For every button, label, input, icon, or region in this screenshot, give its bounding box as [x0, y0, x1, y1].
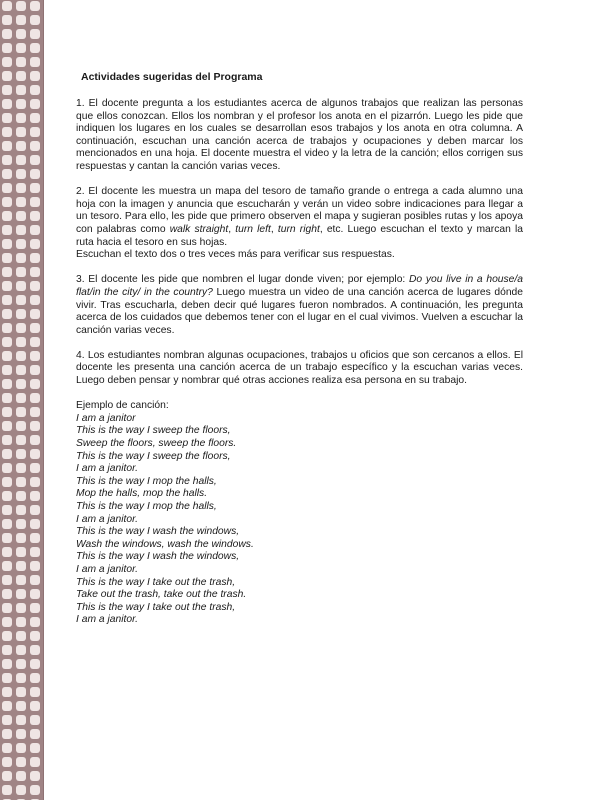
border-tile [16, 393, 26, 403]
song-line: I am a janitor. [76, 513, 138, 525]
border-tile [30, 575, 40, 585]
border-tile [2, 337, 12, 347]
example-question: Do you live in a house/a flat/in the city/ in the country? [76, 274, 523, 298]
border-tile [30, 365, 40, 375]
border-tile [30, 197, 40, 207]
border-tile [16, 603, 26, 613]
border-tile [30, 141, 40, 151]
border-tile [30, 491, 40, 501]
border-tile [2, 617, 12, 627]
border-tile [30, 29, 40, 39]
activity-3-text: 3. El docente les pide que nombren el lugar donde viven; por ejemplo: [76, 274, 409, 286]
border-tile [16, 631, 26, 641]
song-line: I am a janitor. [76, 614, 138, 626]
border-tile [16, 99, 26, 109]
border-tile [16, 197, 26, 207]
border-tile [30, 407, 40, 417]
border-tile [16, 757, 26, 767]
border-tile [2, 491, 12, 501]
border-tile [2, 687, 12, 697]
border-tile [2, 379, 12, 389]
activity-4: 4. Los estudiantes nombran algunas ocupaciones, trabajos u oficios que son cercanos a ellos. El docente les presenta una canción acerca de un trabajo específico y la escuchan varias veces. Luego deben pensar y nombrar qué otras acciones realiza esa persona en su trabajo. [76, 349, 523, 387]
border-tile [16, 323, 26, 333]
border-tile [16, 309, 26, 319]
song-line: This is the way I mop the halls, [76, 475, 217, 487]
song-line: This is the way I wash the windows, [76, 526, 240, 538]
song-line: This is the way I take out the trash, [76, 601, 236, 613]
border-tile [2, 435, 12, 445]
border-tile [16, 701, 26, 711]
activity-2-text: 2. El docente les muestra un mapa del tesoro de tamaño grande o entrega a cada alumno una hoja con la imagen y anuncia que escucharán y verán un video sobre indicaciones para llegar a un tesoro. Para ello, les pide que primero observen el mapa y sugieran posibles rutas y los apoya con palabras como [76, 186, 523, 235]
border-edge-line [43, 0, 44, 800]
border-tile [2, 561, 12, 571]
border-tile [30, 323, 40, 333]
border-tile [2, 211, 12, 221]
border-tile [2, 547, 12, 557]
border-tile [16, 771, 26, 781]
document-title: Actividades sugeridas del Programa [81, 71, 263, 83]
border-tile [30, 659, 40, 669]
border-tile [30, 351, 40, 361]
border-tile [30, 463, 40, 473]
border-tile [30, 435, 40, 445]
border-tile [16, 435, 26, 445]
border-tile [2, 99, 12, 109]
border-tile [2, 323, 12, 333]
border-tile [2, 281, 12, 291]
border-tile [16, 421, 26, 431]
border-tile [16, 407, 26, 417]
border-tile [16, 183, 26, 193]
activity-2-followup: Escuchan el texto dos o tres veces más para verificar sus respuestas. [76, 249, 395, 261]
song-line: This is the way I wash the windows, [76, 551, 240, 563]
border-tile [2, 533, 12, 543]
border-tile [2, 225, 12, 235]
border-tile [2, 407, 12, 417]
border-tile [30, 589, 40, 599]
border-tile [16, 113, 26, 123]
border-tile [30, 645, 40, 655]
border-tile [2, 29, 12, 39]
border-tile [16, 239, 26, 249]
border-tile [16, 337, 26, 347]
border-tile [2, 71, 12, 81]
border-tile [30, 379, 40, 389]
decorative-left-border [0, 0, 44, 800]
song-line: I am a janitor. [76, 563, 138, 575]
border-tile [2, 295, 12, 305]
border-tile [2, 309, 12, 319]
border-tile [30, 477, 40, 487]
song-line: Sweep the floors, sweep the floors. [76, 438, 237, 450]
border-tile [16, 533, 26, 543]
border-tile [2, 421, 12, 431]
border-tile [16, 659, 26, 669]
song-line: This is the way I sweep the floors, [76, 450, 231, 462]
border-tile [2, 715, 12, 725]
border-tile [30, 239, 40, 249]
border-tile [2, 239, 12, 249]
song-lyrics [76, 413, 523, 627]
border-tile [16, 505, 26, 515]
border-tile [16, 267, 26, 277]
border-tile [30, 771, 40, 781]
song-line: Wash the windows, wash the windows. [76, 538, 254, 550]
border-tile [30, 225, 40, 235]
border-tile [16, 29, 26, 39]
border-tile [16, 295, 26, 305]
border-tile [2, 351, 12, 361]
border-tile [2, 575, 12, 585]
phrase-turn-left: turn left [235, 223, 271, 235]
border-tile [16, 85, 26, 95]
border-tile [16, 15, 26, 25]
border-tile [30, 603, 40, 613]
border-tile [2, 673, 12, 683]
border-tile [30, 757, 40, 767]
border-tile [30, 43, 40, 53]
border-tile [2, 743, 12, 753]
border-tile [16, 211, 26, 221]
border-tile [30, 169, 40, 179]
border-tile [30, 547, 40, 557]
border-tile [30, 715, 40, 725]
border-tile [16, 225, 26, 235]
border-tile [30, 561, 40, 571]
border-tile [2, 729, 12, 739]
border-tile [30, 519, 40, 529]
border-tile [30, 687, 40, 697]
border-tile [16, 477, 26, 487]
border-tile [2, 43, 12, 53]
border-tile [16, 379, 26, 389]
border-tile [30, 421, 40, 431]
border-tile [30, 533, 40, 543]
border-tile [16, 127, 26, 137]
border-tile [30, 15, 40, 25]
border-tile [30, 631, 40, 641]
border-tile [2, 771, 12, 781]
activity-2: 2. El docente les muestra un mapa del tesoro de tamaño grande o entrega a cada alumno una hoja con la imagen y anuncia que escucharán y verán un video sobre indicaciones para llegar a un tesoro. Para ello, les pide que primero observen el mapa y sugieran posibles rutas y los apoya con palabras como walk straight, turn left, turn right, etc. Luego escuchan el texto y marcan la ruta hacia el tesoro en sus hojas. [76, 186, 523, 248]
border-tile [2, 645, 12, 655]
border-tile [16, 351, 26, 361]
border-tile [30, 211, 40, 221]
song-line: I am a janitor [76, 412, 136, 424]
document-body [76, 71, 523, 627]
song-line: This is the way I mop the halls, [76, 501, 217, 512]
border-tile [30, 449, 40, 459]
border-tile [2, 141, 12, 151]
border-tile [30, 155, 40, 165]
activity-3: 3. El docente les pide que nombren el lugar donde viven; por ejemplo: Do you live in a house/a flat/in the city/ in the country? Luego muestra un video de una canción acerca de lugares dónde vivir. Tras escucharla, deben decir qué lugares fueron nombrados. A continuación, les pregunta acerca de los cuidados que debemos tener con el lugar en el cual vivimos. Vuelven a escuchar la canción varias veces. [76, 274, 523, 336]
border-tile [30, 309, 40, 319]
border-tile [2, 183, 12, 193]
border-tile [16, 169, 26, 179]
border-tile [16, 57, 26, 67]
border-tile [30, 57, 40, 67]
border-tile [30, 113, 40, 123]
phrase-turn-right: turn right [277, 223, 320, 235]
border-tile [30, 127, 40, 137]
border-tile [30, 253, 40, 263]
border-tile [16, 449, 26, 459]
border-tile [30, 71, 40, 81]
border-tile [30, 785, 40, 795]
phrase-walk-straight: walk straight [169, 223, 229, 235]
border-tile [2, 197, 12, 207]
border-tile [16, 71, 26, 81]
border-tile [16, 617, 26, 627]
border-tile [2, 603, 12, 613]
border-tile [16, 281, 26, 291]
border-tile [2, 449, 12, 459]
border-tile [2, 365, 12, 375]
border-tile [30, 85, 40, 95]
border-tile [30, 505, 40, 515]
song-line: Mop the halls, mop the halls. [76, 488, 208, 500]
border-tile [30, 673, 40, 683]
border-tile [16, 491, 26, 501]
border-tile [16, 519, 26, 529]
song-line: Take out the trash, take out the trash. [76, 589, 247, 601]
border-tile [2, 785, 12, 795]
border-tile [30, 295, 40, 305]
border-tile [2, 113, 12, 123]
border-tile [16, 687, 26, 697]
border-tile [2, 659, 12, 669]
border-tile [30, 337, 40, 347]
border-tile [30, 729, 40, 739]
border-tile [2, 393, 12, 403]
border-tile [2, 1, 12, 11]
song-line: This is the way I take out the trash, [76, 576, 236, 588]
border-tile [30, 183, 40, 193]
border-tile [2, 15, 12, 25]
border-tile [2, 701, 12, 711]
border-tile [2, 463, 12, 473]
song-line: This is the way I sweep the floors, [76, 425, 231, 437]
border-tile [16, 253, 26, 263]
border-tile [2, 267, 12, 277]
border-tile [16, 43, 26, 53]
border-tile [16, 1, 26, 11]
border-tile [2, 589, 12, 599]
border-tile [16, 547, 26, 557]
border-tile [30, 1, 40, 11]
border-tile [30, 393, 40, 403]
border-tile [16, 141, 26, 151]
border-tile [30, 701, 40, 711]
border-pattern [2, 1, 40, 800]
border-tile [2, 57, 12, 67]
song-line: I am a janitor. [76, 463, 138, 475]
border-tile [16, 575, 26, 585]
border-tile [16, 365, 26, 375]
border-tile [2, 519, 12, 529]
border-tile [2, 253, 12, 263]
activity-1: 1. El docente pregunta a los estudiantes acerca de algunos trabajos que realizan las personas que ellos conozcan. Ellos los nombran y el profesor los anota en el pizarrón. Luego les pide que indiquen los lugares en los cuales se desarrollan esos trabajos y los anota en otra columna. A continuación, escuchan una canción acerca de trabajos y ocupaciones y deben marcar los mencionados en una hoja. El docente muestra el video y la letra de la canción; ellos corrigen sus respuestas y cantan la canción varias veces. [76, 98, 523, 172]
border-tile [16, 645, 26, 655]
border-tile [2, 631, 12, 641]
border-tile [30, 617, 40, 627]
border-tile [2, 85, 12, 95]
border-tile [30, 281, 40, 291]
border-tile [2, 169, 12, 179]
border-tile [2, 505, 12, 515]
border-tile [16, 155, 26, 165]
border-tile [16, 785, 26, 795]
song-label: Ejemplo de canción: [76, 400, 169, 412]
border-tile [16, 589, 26, 599]
border-tile [16, 743, 26, 753]
border-tile [16, 463, 26, 473]
border-tile [30, 267, 40, 277]
border-tile [16, 673, 26, 683]
border-tile [16, 715, 26, 725]
border-tile [2, 757, 12, 767]
border-tile [16, 561, 26, 571]
border-tile [30, 99, 40, 109]
border-tile [30, 743, 40, 753]
border-tile [2, 155, 12, 165]
border-tile [2, 127, 12, 137]
border-tile [2, 477, 12, 487]
border-tile [16, 729, 26, 739]
